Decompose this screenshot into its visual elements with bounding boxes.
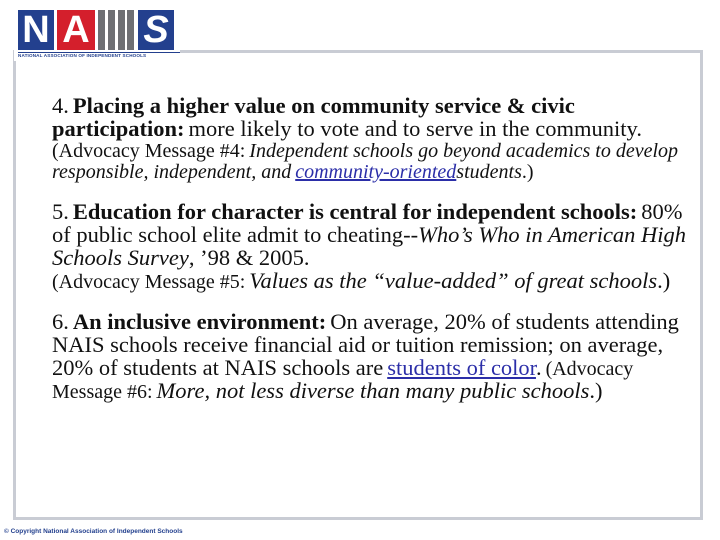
community-oriented-link[interactable]: community-oriented bbox=[295, 161, 457, 183]
point-6-number: 6. bbox=[52, 309, 69, 334]
point-6-heading: An inclusive environment: bbox=[72, 309, 327, 334]
advocacy-message-4-text-end: students bbox=[456, 161, 522, 183]
logo-letter-a: A bbox=[57, 10, 95, 50]
slide-content bbox=[52, 95, 692, 421]
survey-source: Who’s Who in American High Schools Survey bbox=[52, 222, 687, 270]
point-5-body: 80% of public school elite admit to cheating-- bbox=[52, 199, 683, 247]
nais-logo bbox=[14, 6, 180, 61]
point-4 bbox=[52, 95, 692, 183]
copyright-footer: © Copyright National Association of Independent Schools bbox=[4, 528, 183, 535]
point-5 bbox=[52, 201, 692, 293]
advocacy-message-6-label: (Advocacy Message #6: bbox=[52, 358, 634, 403]
advocacy-message-4-label: (Advocacy Message #4: bbox=[52, 140, 246, 162]
advocacy-message-5-text: Values as the “value-added” of great schools bbox=[249, 268, 658, 293]
point-6 bbox=[52, 311, 692, 403]
logo-letter-s: S bbox=[138, 10, 174, 50]
point-4-heading: Placing a higher value on community service & civic participation: bbox=[52, 93, 575, 141]
advocacy-message-5-close: .) bbox=[657, 268, 671, 293]
advocacy-message-4-text: Independent schools go beyond academics to develop responsible, independent, and bbox=[52, 140, 679, 183]
point-6-body: On average, 20% of students attending NAIS schools receive financial aid or tuition remission; on average, 20% of students at NAIS schools are bbox=[52, 309, 679, 380]
students-of-color-link[interactable]: students of color bbox=[387, 355, 536, 380]
point-6-body-end: . bbox=[535, 355, 542, 380]
logo-letter-i bbox=[98, 10, 134, 50]
point-4-body: more likely to vote and to serve in the community. bbox=[188, 116, 642, 141]
point-5-number: 5. bbox=[52, 199, 69, 224]
advocacy-message-5-label: (Advocacy Message #5: bbox=[52, 271, 246, 293]
point-5-heading: Education for character is central for independent schools: bbox=[72, 199, 638, 224]
advocacy-message-6-text: More, not less diverse than many public schools bbox=[156, 378, 590, 403]
survey-years: , ’98 & 2005. bbox=[188, 245, 310, 270]
advocacy-message-4-close: .) bbox=[521, 161, 534, 183]
logo-letter-n: N bbox=[18, 10, 54, 50]
logo-caption: NATIONAL ASSOCIATION OF INDEPENDENT SCHOOLS bbox=[18, 52, 180, 59]
advocacy-message-6-close: .) bbox=[589, 378, 603, 403]
logo-mark bbox=[18, 10, 174, 50]
point-4-number: 4. bbox=[52, 93, 69, 118]
